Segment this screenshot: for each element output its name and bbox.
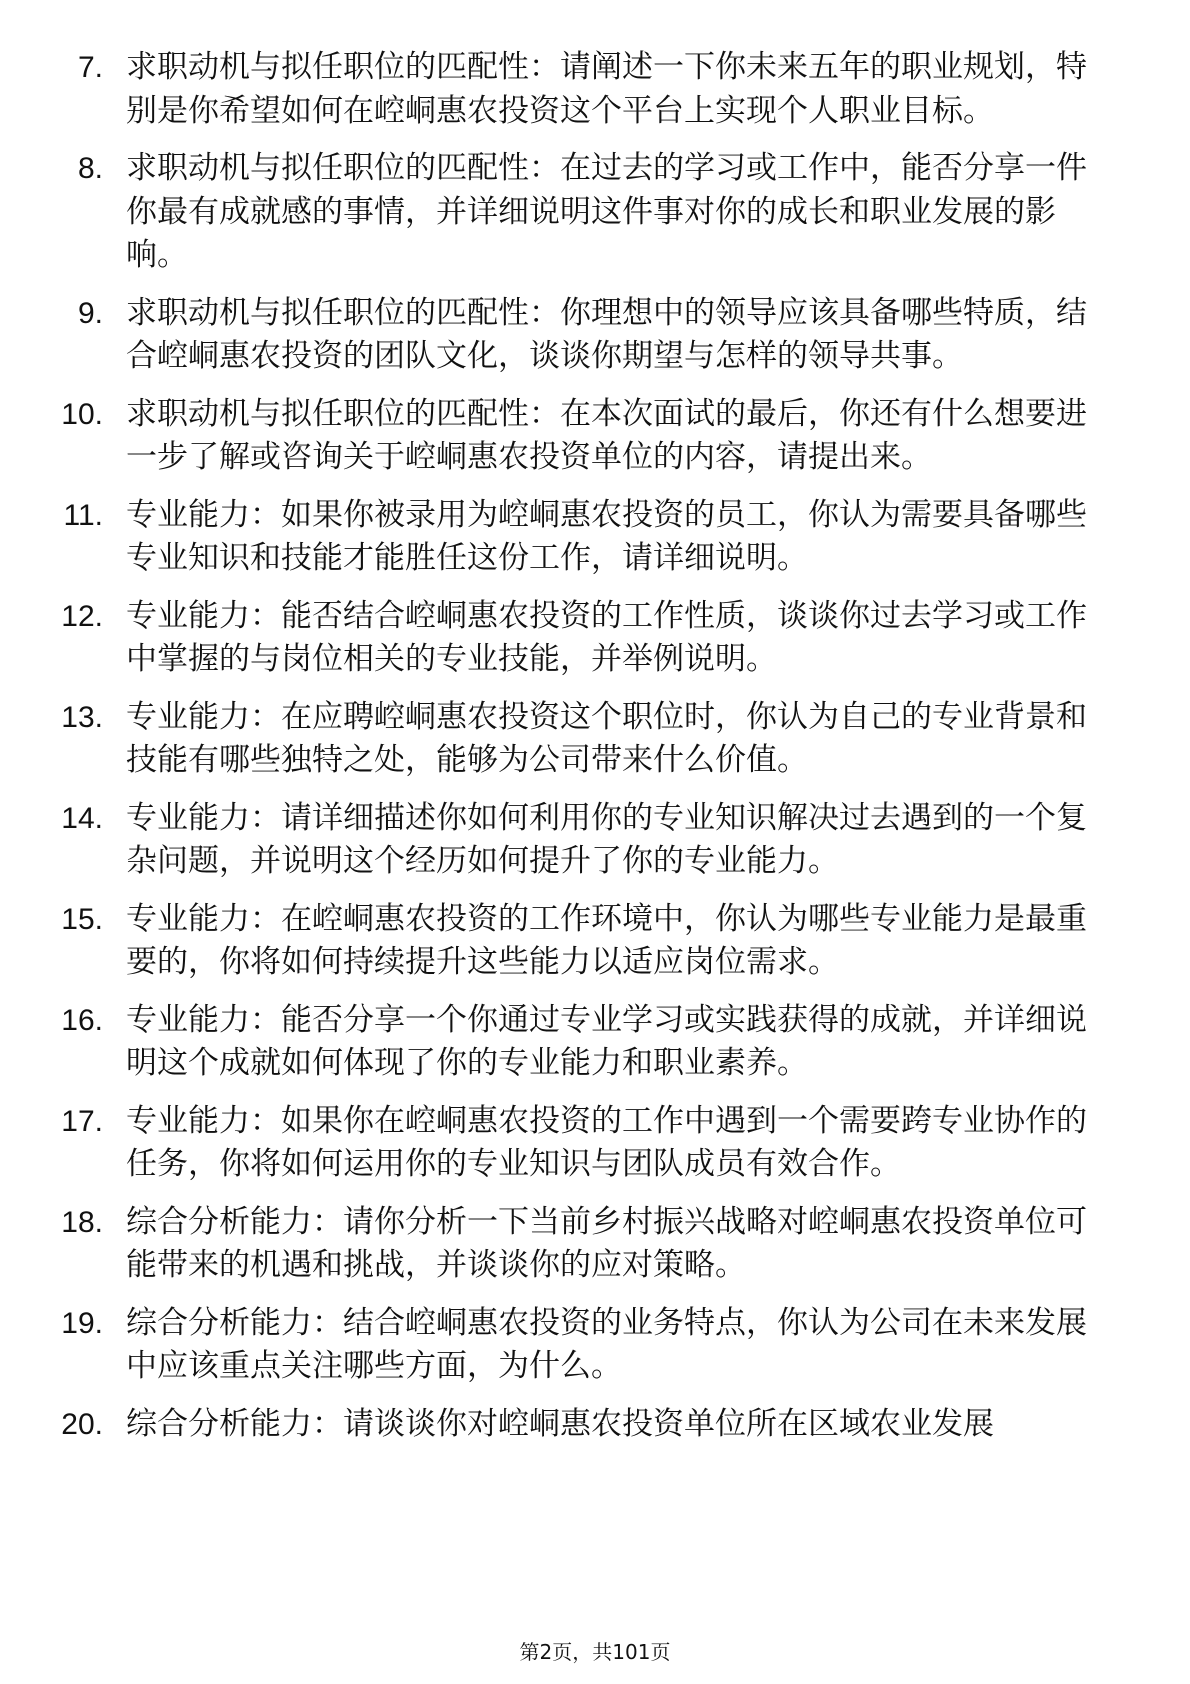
question-text: 专业能力：能否分享一个你通过专业学习或实践获得的成就，并详细说明这个成就如何体现了你的专业能力和职业素养。 xyxy=(126,1001,1087,1081)
question-number: 10. xyxy=(61,397,103,431)
question-text: 专业能力：在应聘崆峒惠农投资这个职位时，你认为自己的专业背景和技能有哪些独特之处，能够为公司带来什么价值。 xyxy=(126,698,1087,778)
question-item xyxy=(0,46,1190,133)
question-number: 17. xyxy=(61,1104,103,1138)
question-number: 19. xyxy=(61,1306,103,1340)
question-item xyxy=(0,494,1190,581)
question-item xyxy=(0,292,1190,379)
question-item xyxy=(0,393,1190,480)
question-text: 求职动机与拟任职位的匹配性：在本次面试的最后，你还有什么想要进一步了解或咨询关于崆峒惠农投资单位的内容，请提出来。 xyxy=(126,395,1087,475)
question-item xyxy=(0,595,1190,682)
question-number: 12. xyxy=(61,599,103,633)
question-text: 求职动机与拟任职位的匹配性：你理想中的领导应该具备哪些特质，结合崆峒惠农投资的团队文化，谈谈你期望与怎样的领导共事。 xyxy=(126,294,1087,374)
question-number: 9. xyxy=(77,296,103,330)
question-item xyxy=(0,797,1190,884)
question-item xyxy=(0,898,1190,985)
page-footer: 第2页，共101页 xyxy=(519,1640,671,1664)
question-number: 8. xyxy=(77,152,103,185)
question-text: 综合分析能力：结合崆峒惠农投资的业务特点，你认为公司在未来发展中应该重点关注哪些方面，为什么。 xyxy=(126,1304,1087,1384)
question-text: 专业能力：如果你在崆峒惠农投资的工作中遇到一个需要跨专业协作的任务，你将如何运用你的专业知识与团队成员有效合作。 xyxy=(126,1102,1087,1182)
question-item xyxy=(0,1403,1190,1447)
question-list xyxy=(0,46,1190,1460)
question-number: 16. xyxy=(61,1003,103,1037)
question-number: 18. xyxy=(61,1205,103,1239)
question-text: 综合分析能力：请你分析一下当前乡村振兴战略对崆峒惠农投资单位可能带来的机遇和挑战，并谈谈你的应对策略。 xyxy=(126,1203,1087,1283)
question-item xyxy=(0,1100,1190,1187)
question-text: 专业能力：在崆峒惠农投资的工作环境中，你认为哪些专业能力是最重要的，你将如何持续提升这些能力以适应岗位需求。 xyxy=(126,900,1087,980)
question-number: 7. xyxy=(77,51,103,84)
question-number: 20. xyxy=(61,1407,103,1441)
question-item xyxy=(0,147,1190,278)
question-item xyxy=(0,696,1190,783)
question-number: 11. xyxy=(63,498,103,532)
question-text: 求职动机与拟任职位的匹配性：在过去的学习或工作中，能否分享一件你最有成就感的事情，并详细说明这件事对你的成长和职业发展的影响。 xyxy=(126,150,1087,273)
question-item xyxy=(0,1201,1190,1288)
question-number: 15. xyxy=(61,902,103,936)
question-number: 13. xyxy=(61,700,103,734)
question-number: 14. xyxy=(61,801,103,835)
question-item xyxy=(0,1302,1190,1389)
question-text: 专业能力：能否结合崆峒惠农投资的工作性质，谈谈你过去学习或工作中掌握的与岗位相关的专业技能，并举例说明。 xyxy=(126,597,1087,677)
question-text: 综合分析能力：请谈谈你对崆峒惠农投资单位所在区域农业发展 xyxy=(126,1405,994,1442)
question-text: 专业能力：请详细描述你如何利用你的专业知识解决过去遇到的一个复杂问题，并说明这个经历如何提升了你的专业能力。 xyxy=(126,799,1087,879)
question-item xyxy=(0,999,1190,1086)
question-text: 求职动机与拟任职位的匹配性：请阐述一下你未来五年的职业规划，特别是你希望如何在崆峒惠农投资这个平台上实现个人职业目标。 xyxy=(126,49,1087,129)
question-text: 专业能力：如果你被录用为崆峒惠农投资的员工，你认为需要具备哪些专业知识和技能才能胜任这份工作，请详细说明。 xyxy=(126,496,1087,576)
